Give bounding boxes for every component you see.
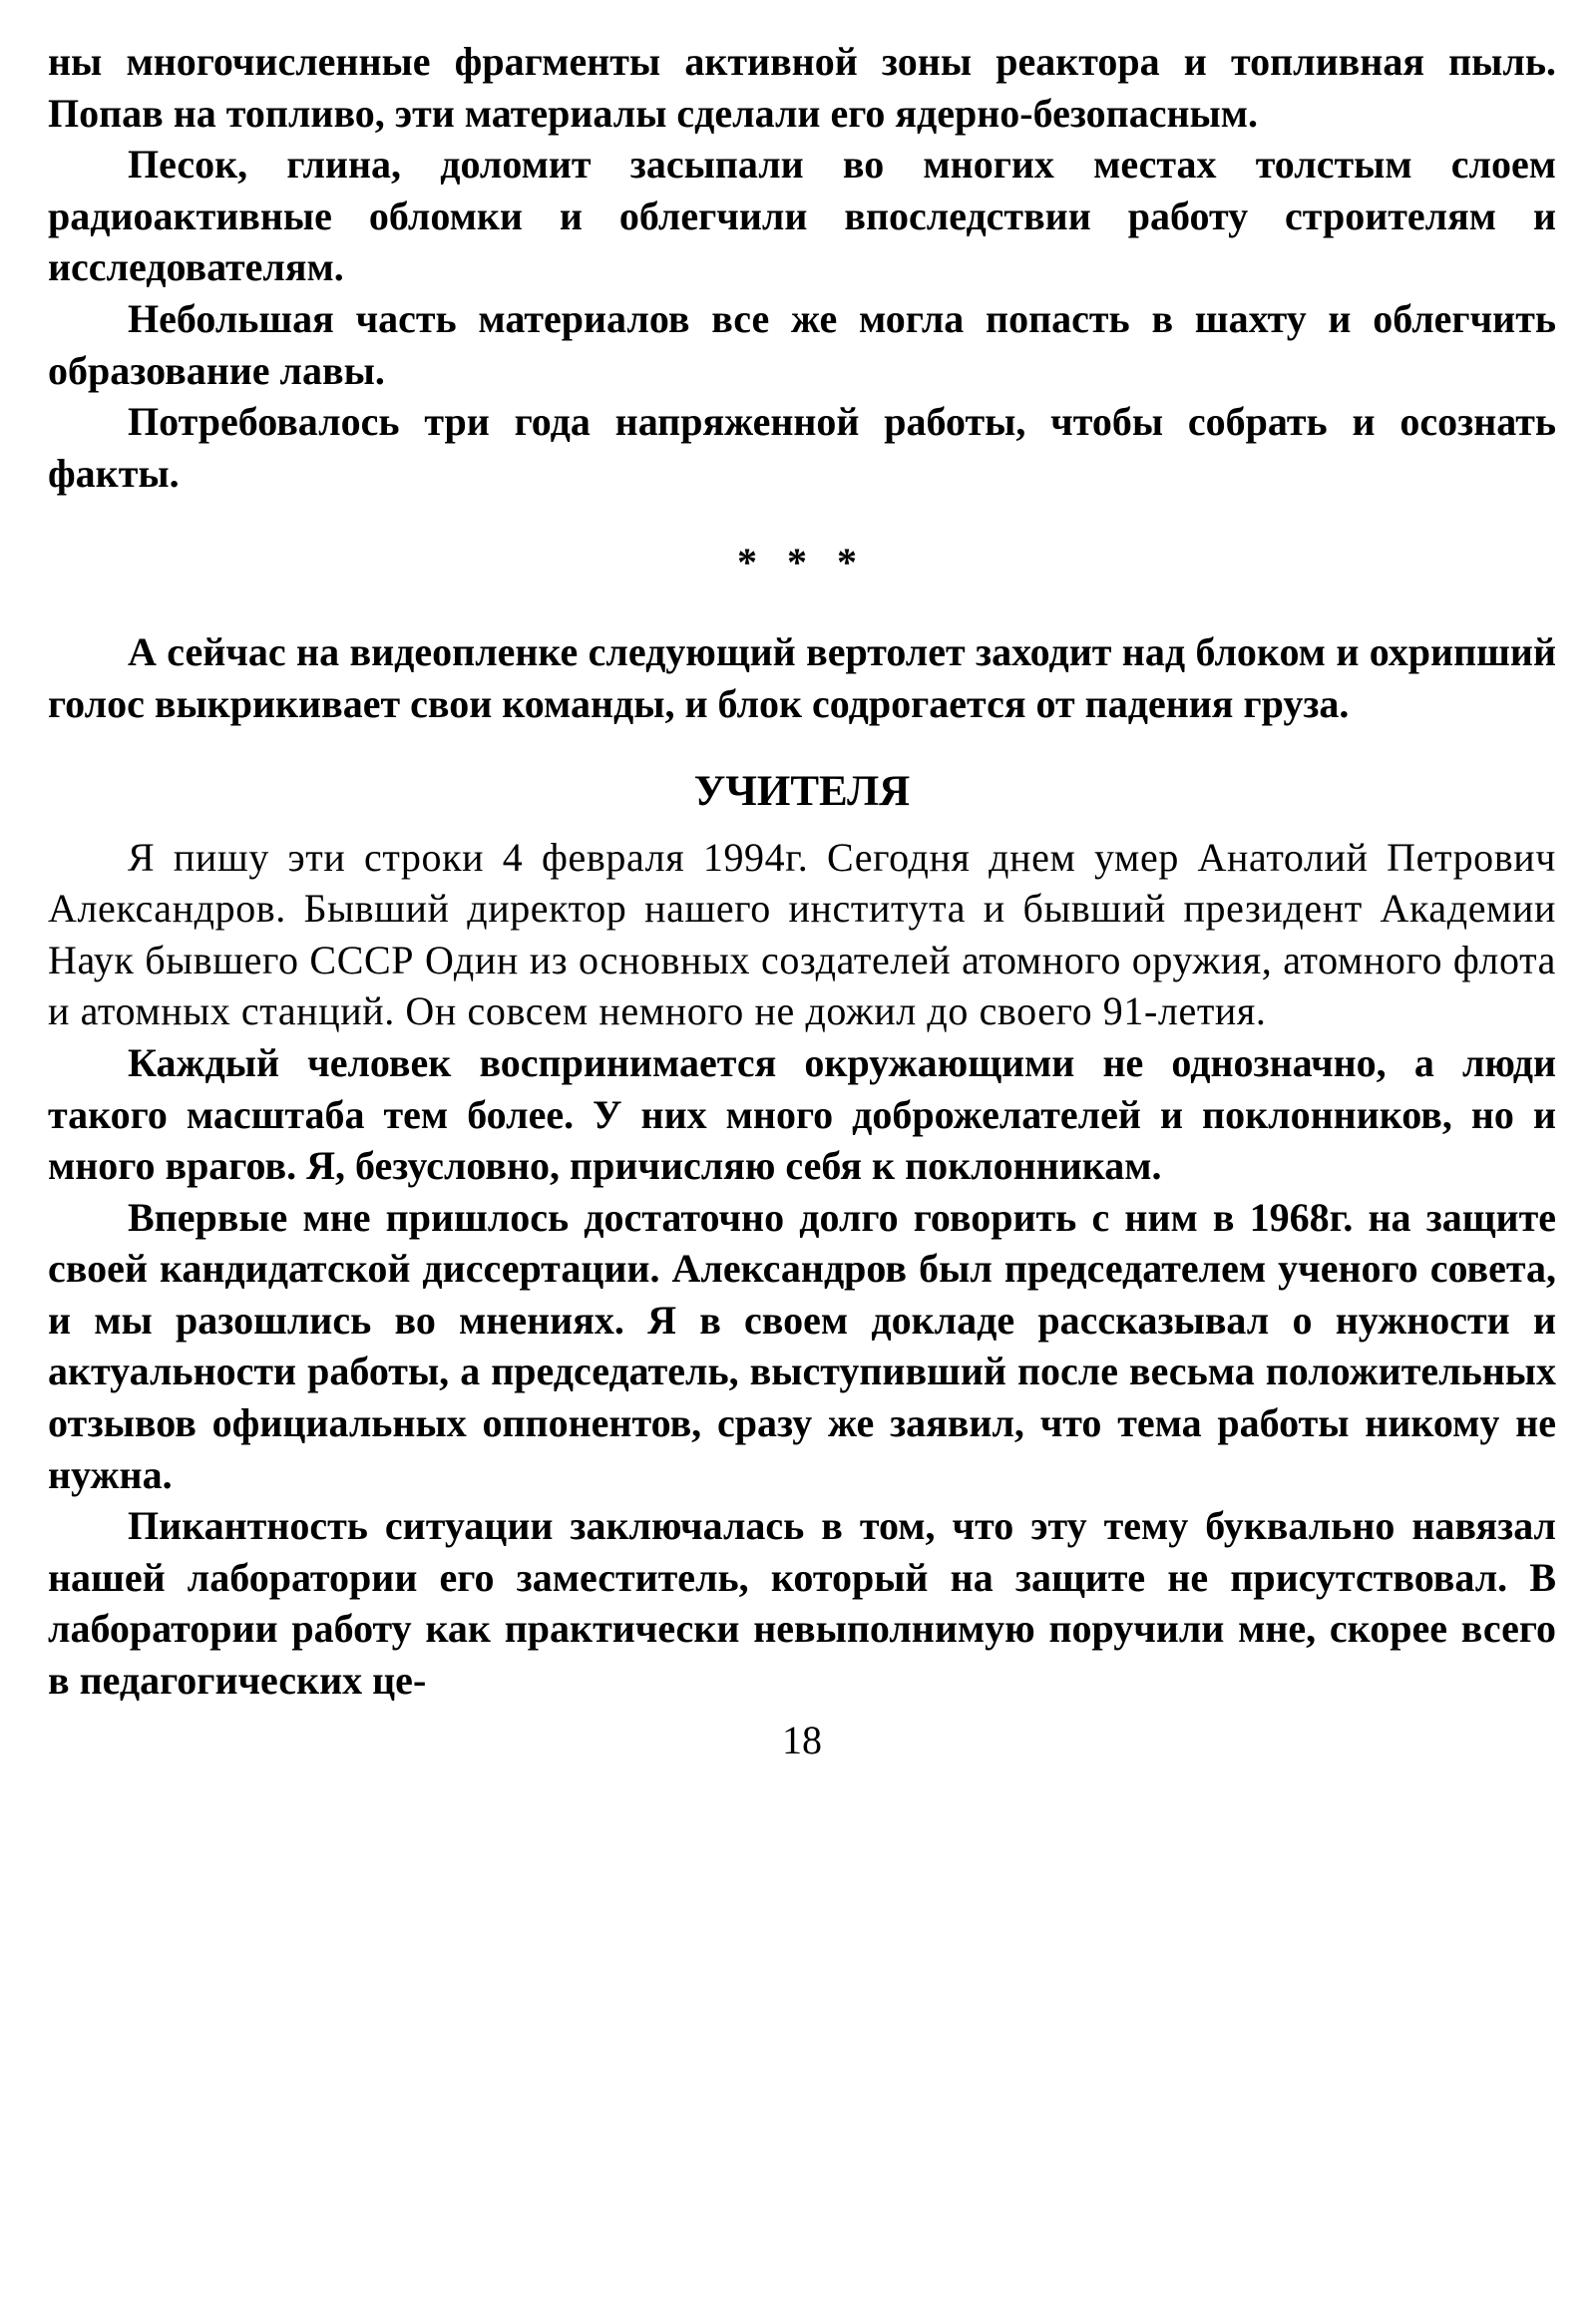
- paragraph-sand-clay: Песок, глина, доломит засыпали во многих местах толстым слоем радиоактивные обломки и облегчили впоследствии работу строителям и исследователям.: [48, 142, 1556, 290]
- paragraph-first-meeting: Впервые мне пришлось достаточно долго говорить с ним в 1968г. на защите своей кандидатской диссертации. Александров был председателем ученого совета, и мы разошлись во мнениях. Я в своем докладе рассказывал о нужности и актуальности работы, а председатель, выступивший после весьма положительных отзывов официальных оппонентов, сразу же заявил, что тема работы никому не нужна.: [48, 1194, 1556, 1497]
- section-heading: УЧИТЕЛЯ: [693, 767, 911, 815]
- paragraph-perception: Каждый человек воспринимается окружающими не однозначно, а люди такого масштаба тем более. У них много доброжелателей и поклонников, но и много врагов. Я, безусловно, причисляю себя к поклонникам.: [48, 1039, 1556, 1189]
- paragraph-helicopter: А сейчас на видеопленке следующий вертолет заходит над блоком и охрипший голос выкрикивает свои команды, и блок содрогается от падения груза.: [48, 629, 1556, 726]
- paragraph-three-years: Потребовалось три года напряженной работы, чтобы собрать и осознать факты.: [48, 399, 1556, 496]
- book-page: [48, 36, 1556, 1765]
- paragraph-date: Я пишу эти строки 4 февраля 1994г. Сегодня днем умер Анатолий Петрович Александров. Бывший директор нашего института и бывший президент Академии Наук бывшего СССР Один из основных создателей атомного оружия, атомного флота и атомных станций. Он совсем немного не дожил до своего 91-летия.: [48, 834, 1556, 1034]
- paragraph-small-part: Небольшая часть материалов все же могла попасть в шахту и облегчить образование лавы.: [48, 295, 1556, 393]
- section-separator: * * *: [737, 540, 867, 585]
- page-number: 18: [782, 1717, 822, 1762]
- paragraph-continuation: ны многочисленные фрагменты активной зоны реактора и топливная пыль. Попав на топливо, эти материалы сделали его ядерно-безопасным.: [48, 39, 1556, 136]
- paragraph-piquancy: Пикантность ситуации заключалась в том, что эту тему буквально навязал нашей лаборатории его заместитель, который на защите не присутствовал. В лаборатории работу как практически невыполнимую поручили мне, скорее всего в педагогических це-: [48, 1503, 1556, 1704]
